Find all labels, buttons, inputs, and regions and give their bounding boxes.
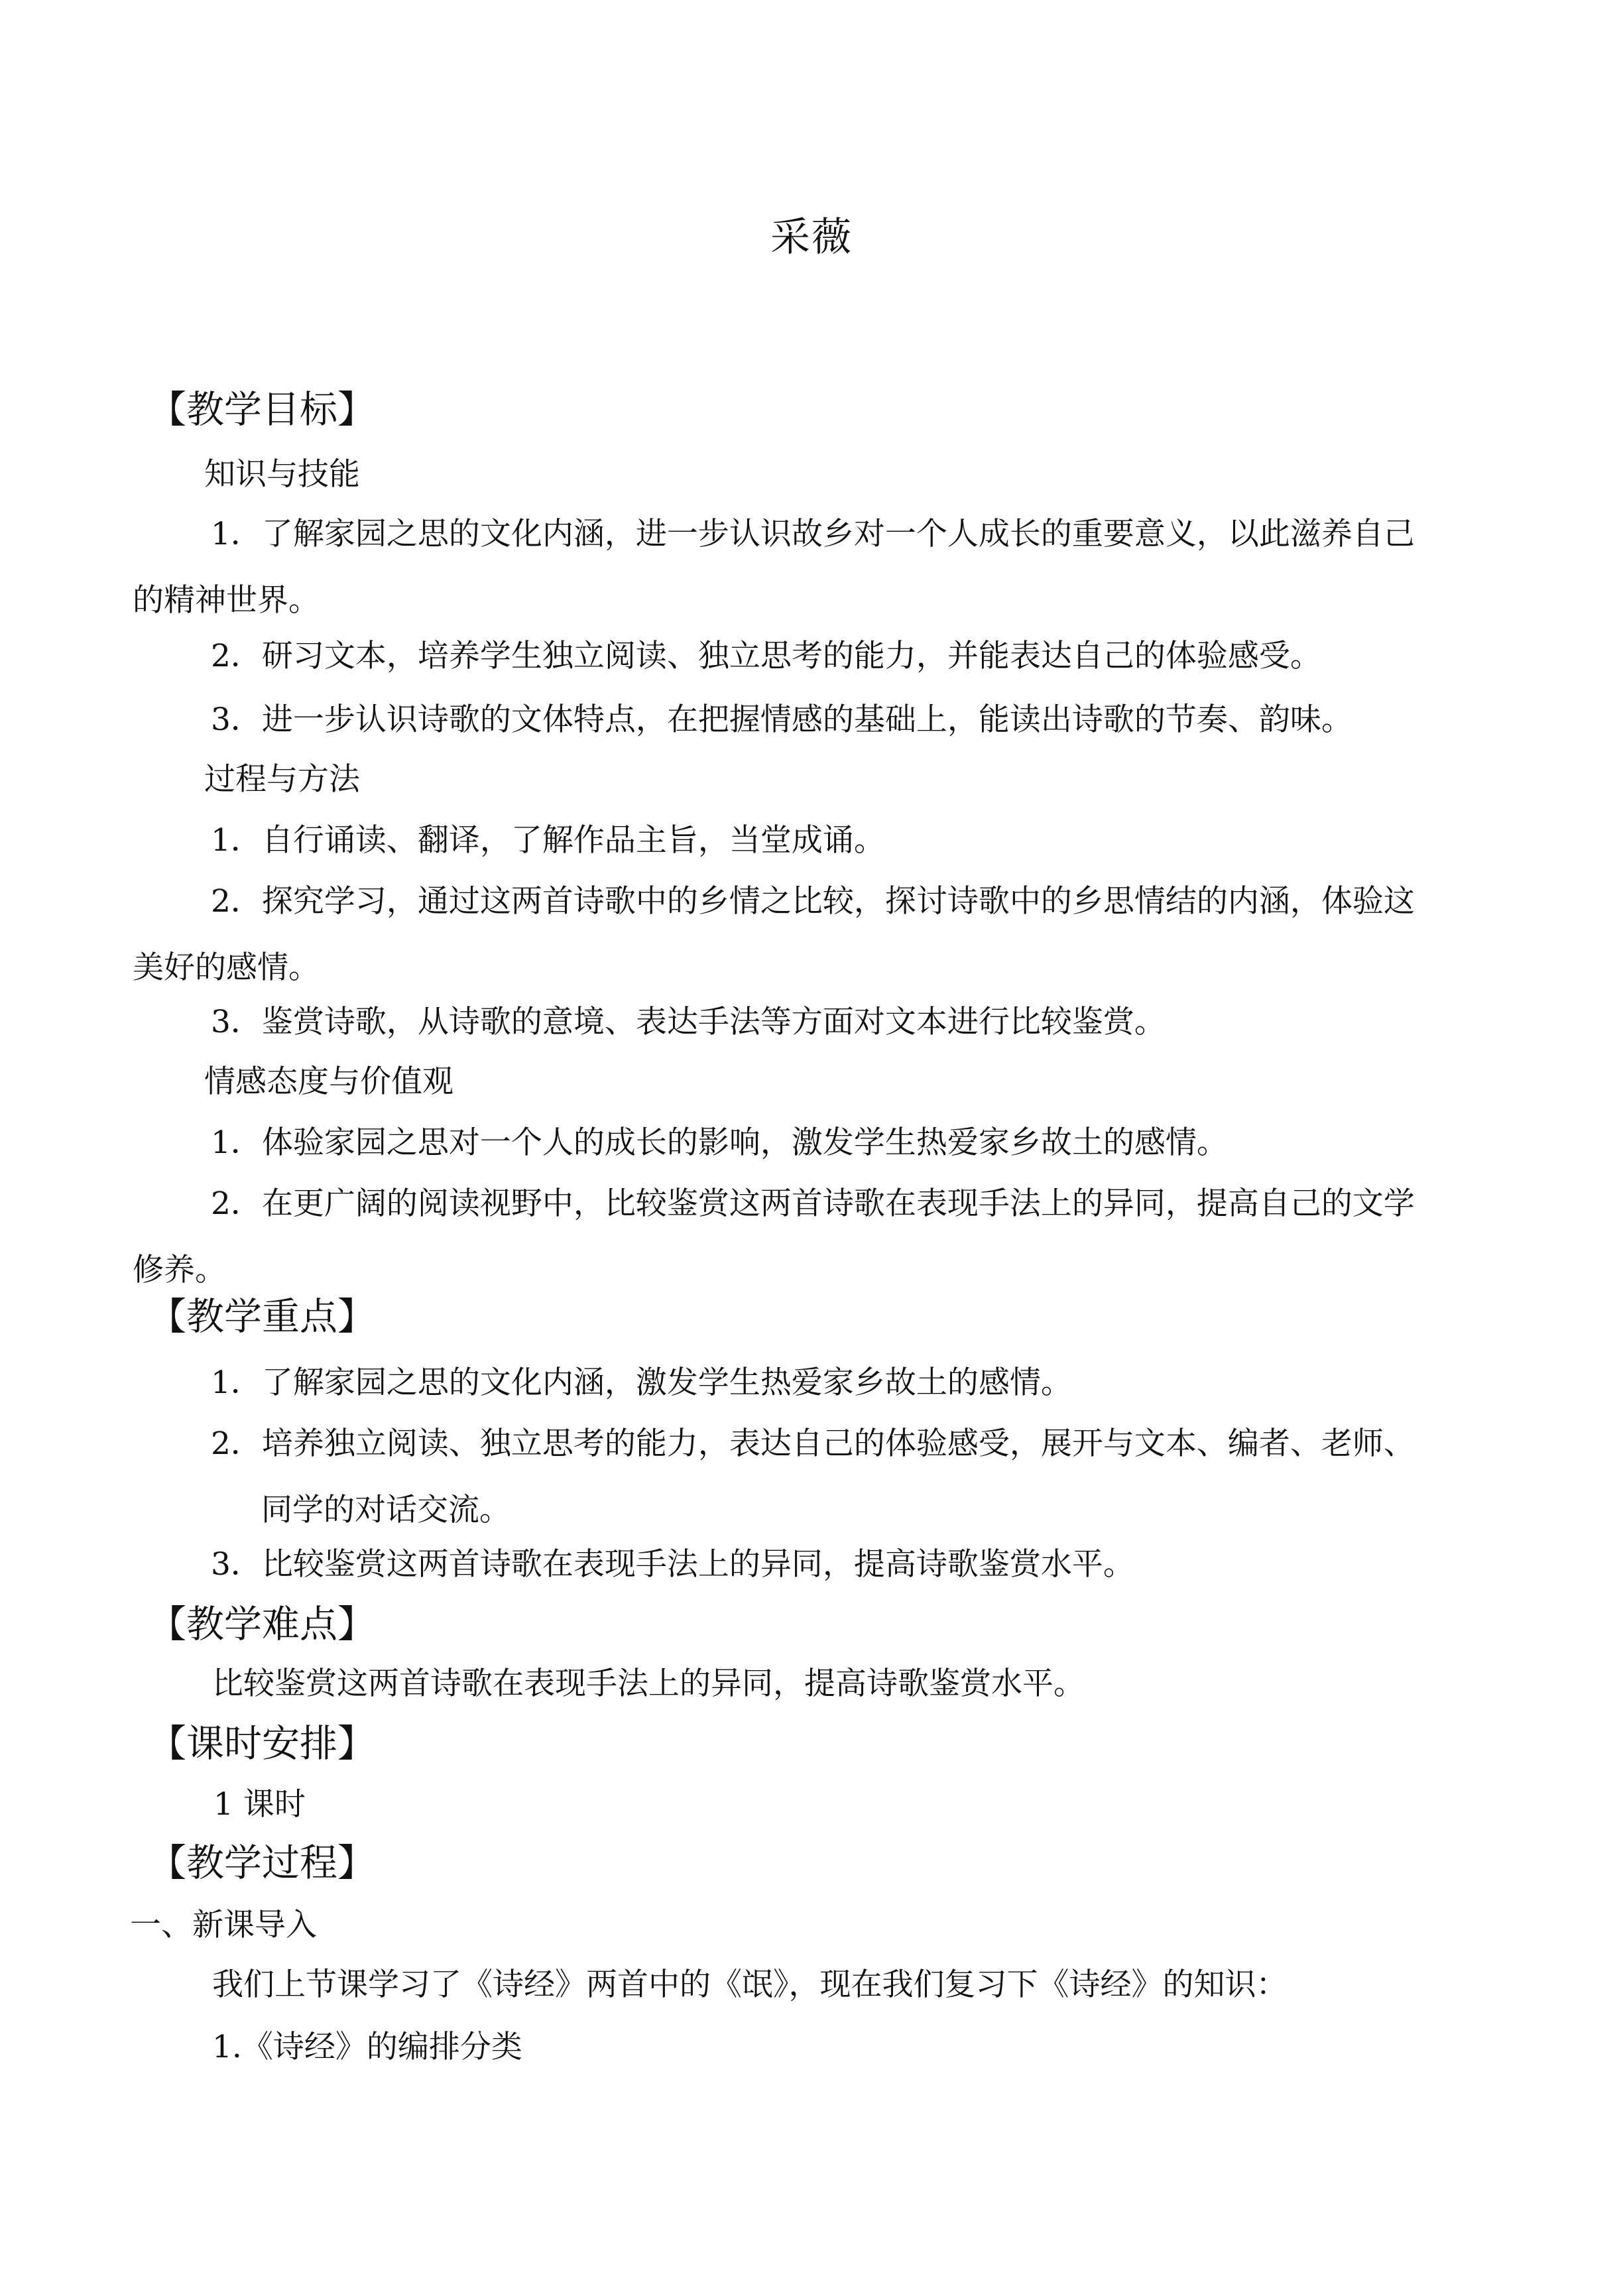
item-text-continued: 修养。: [133, 1252, 226, 1288]
list-item: [211, 821, 1488, 861]
item-text-continued: 的精神世界。: [133, 582, 320, 619]
item-text: 1．自行诵读、翻译，了解作品主旨，当堂成诵。: [211, 822, 885, 859]
item-text: 1．体验家园之思对一个人的成长的影响，激发学生热爱家乡故土的感情。: [211, 1124, 1228, 1161]
item-text: 2．培养独立阅读、独立思考的能力，表达自己的体验感受，展开与文本、编者、老师、: [211, 1425, 1415, 1462]
list-item: [211, 636, 1488, 676]
list-item: [133, 514, 1488, 621]
difficulty-text: 比较鉴赏这两首诗歌在表现手法上的异同，提高诗歌鉴赏水平。: [212, 1665, 1085, 1702]
item-text: 2．研习文本，培养学生独立阅读、独立思考的能力，并能表达自己的体验感受。: [211, 638, 1321, 674]
list-item: [211, 1123, 1488, 1163]
section-heading-difficulty: 【教学难点】: [149, 1602, 375, 1646]
item-text: 1．了解家园之思的文化内涵，进一步认识故乡对一个人成长的重要意义，以此滋养自己: [211, 516, 1415, 552]
list-item: [133, 1184, 1488, 1290]
list-item: [211, 1424, 1488, 1530]
subheading-emotion: 情感态度与价值观: [204, 1063, 453, 1100]
section-heading-process: 【教学过程】: [149, 1841, 375, 1885]
item-text-continued: 美好的感情。: [133, 949, 320, 986]
item-text: 3．鉴赏诗歌，从诗歌的意境、表达手法等方面对文本进行比较鉴赏。: [211, 1004, 1166, 1040]
list-item: [211, 700, 1488, 740]
list-item: 1.《诗经》的编排分类: [212, 2029, 522, 2065]
list-item: [133, 882, 1488, 988]
item-text-continued: 同学的对话交流。: [261, 1492, 511, 1528]
list-item: [211, 1002, 1488, 1042]
list-item: [211, 1545, 1488, 1585]
step-heading: 一、新课导入: [130, 1907, 317, 1943]
subheading-process: 过程与方法: [204, 761, 360, 798]
item-text: 2．探究学习，通过这两首诗歌中的乡情之比较，探讨诗歌中的乡思情结的内涵，体验这: [211, 883, 1415, 920]
item-text: 2．在更广阔的阅读视野中，比较鉴赏这两首诗歌在表现手法上的异同，提高自己的文学: [211, 1185, 1415, 1222]
section-heading-key-points: 【教学重点】: [149, 1295, 375, 1339]
list-item: [211, 1363, 1488, 1403]
section-heading-schedule: 【课时安排】: [149, 1722, 375, 1766]
item-text: 3．进一步认识诗歌的文体特点，在把握情感的基础上，能读出诗歌的节奏、韵味。: [211, 701, 1352, 738]
item-text: 3．比较鉴赏这两首诗歌在表现手法上的异同，提高诗歌鉴赏水平。: [211, 1546, 1134, 1583]
document-title: 采薇: [770, 214, 853, 261]
schedule-text: 1 课时: [213, 1786, 306, 1823]
paragraph-text: 我们上节课学习了《诗经》两首中的《氓》，现在我们复习下《诗经》的知识：: [212, 1966, 1288, 2003]
subheading-knowledge: 知识与技能: [204, 456, 360, 493]
item-text: 1．了解家园之思的文化内涵，激发学生热爱家乡故土的感情。: [211, 1364, 1072, 1401]
section-heading-objectives: 【教学目标】: [149, 388, 375, 432]
